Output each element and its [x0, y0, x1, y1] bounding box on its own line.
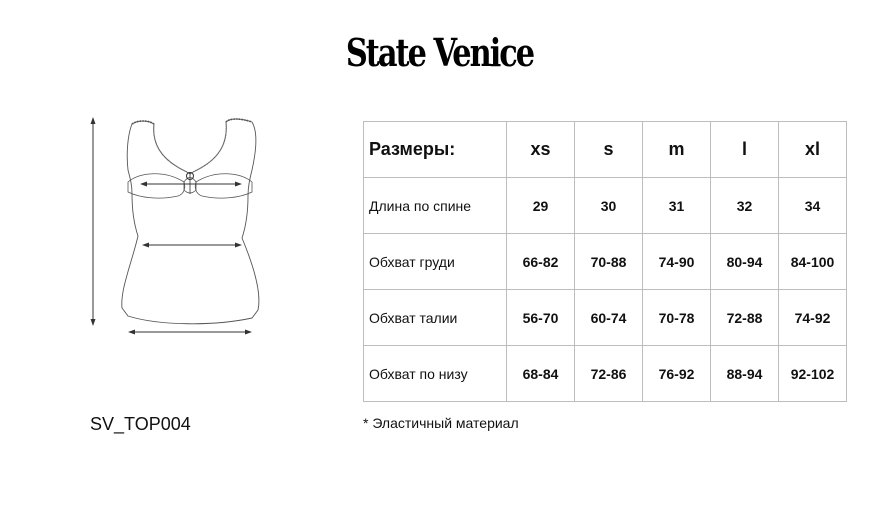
row-label: Длина по спине	[364, 178, 507, 234]
length-arrow-icon	[91, 117, 96, 326]
bust-arrow-icon	[140, 182, 242, 187]
table-header-row	[364, 122, 847, 178]
material-note: * Эластичный материал	[363, 415, 519, 431]
size-header-s: s	[575, 122, 643, 178]
table-cell: 56-70	[507, 290, 575, 346]
row-label: Обхват груди	[364, 234, 507, 290]
table-cell: 31	[643, 178, 711, 234]
table-cell: 88-94	[711, 346, 779, 402]
size-header-xl: xl	[779, 122, 847, 178]
table-row	[364, 234, 847, 290]
table-cell: 66-82	[507, 234, 575, 290]
table-cell: 70-88	[575, 234, 643, 290]
size-header-l: l	[711, 122, 779, 178]
table-cell: 80-94	[711, 234, 779, 290]
row-label: Обхват по низу	[364, 346, 507, 402]
table-cell: 29	[507, 178, 575, 234]
table-cell: 32	[711, 178, 779, 234]
table-cell: 68-84	[507, 346, 575, 402]
table-cell: 76-92	[643, 346, 711, 402]
product-code: SV_TOP004	[90, 414, 191, 434]
size-header-xs: xs	[507, 122, 575, 178]
table-header-label: Размеры:	[364, 122, 507, 178]
brand-logo: State Venice	[345, 30, 534, 75]
garment-outline-icon	[80, 112, 280, 342]
table-cell: 60-74	[575, 290, 643, 346]
table-cell: 74-92	[779, 290, 847, 346]
table-cell: 84-100	[779, 234, 847, 290]
size-header-m: m	[643, 122, 711, 178]
table-row	[364, 290, 847, 346]
table-cell: 74-90	[643, 234, 711, 290]
table-cell: 92-102	[779, 346, 847, 402]
table-cell: 30	[575, 178, 643, 234]
table-cell: 70-78	[643, 290, 711, 346]
size-chart-table	[363, 121, 847, 402]
table-row	[364, 346, 847, 402]
table-row	[364, 178, 847, 234]
table-cell: 72-88	[711, 290, 779, 346]
table-cell: 34	[779, 178, 847, 234]
waist-arrow-icon	[142, 243, 242, 248]
row-label: Обхват талии	[364, 290, 507, 346]
table-cell: 72-86	[575, 346, 643, 402]
hem-arrow-icon	[128, 330, 252, 335]
